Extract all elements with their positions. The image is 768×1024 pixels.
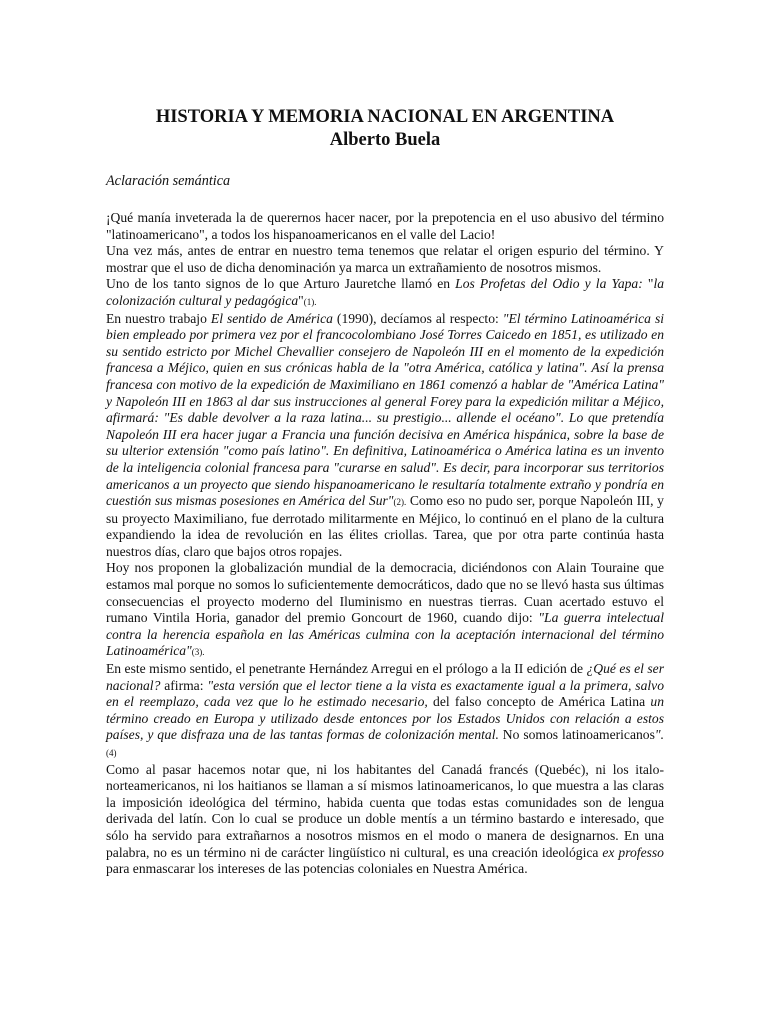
- paragraph-7: [106, 762, 664, 878]
- paragraph-1: ¡Qué manía inveterada la de querernos hacer nacer, por la prepotencia en el uso abusivo del término "latinoamericano", a todos los hispanoamericanos en el valle del Lacio!: [106, 210, 664, 242]
- paragraph-5: [106, 560, 664, 661]
- section-heading: Aclaración semántica: [106, 173, 231, 189]
- text-span: afirma:: [160, 677, 208, 693]
- book-title: ¿Qué es el ser nacional?: [106, 661, 665, 693]
- book-title: Los Profetas del Odio y la Yapa:: [455, 276, 643, 292]
- book-title: El sentido de América: [210, 310, 333, 326]
- text-span: del falso concepto de América Latina: [427, 694, 651, 710]
- paragraph-2: Una vez más, antes de entrar en nuestro tema tenemos que relatar el origen espurio del término. Y mostrar que el uso de dicha denominación ya marca un extrañamiento de nosotros mismos.: [106, 243, 664, 275]
- quote: "La guerra intelectual contra la herencia española en las Américas culmina con la aceptación internacional del término Latinoamérica": [106, 610, 664, 659]
- footnote-ref: (1).: [303, 296, 317, 307]
- text-span: ": [642, 276, 654, 292]
- quote: un término creado en Europa y utilizado desde entonces por los Estados Unidos con relación a estos países, y que disfraza una de las tantas formas de colonización mental.: [106, 694, 664, 743]
- footnote-ref: (2).: [393, 497, 407, 508]
- latin-phrase: ex professo: [602, 844, 664, 860]
- text-span: para enmascarar los intereses de las potencias coloniales en Nuestra América.: [106, 861, 528, 877]
- document-title: HISTORIA Y MEMORIA NACIONAL EN ARGENTINA: [155, 107, 615, 127]
- text-span: Uno de los tanto signos de lo que Arturo Jauretche llamó en: [106, 276, 456, 292]
- text-span: (1990), decíamos al respecto:: [332, 310, 503, 326]
- text-span: Hoy nos proponen la globalización mundial de la democracia, diciéndonos con Alain Touraine que estamos mal porque no somos lo suficientemente democráticos, dado que no se llevó hasta sus últimas consecuencias el proyecto moderno del Iluminismo en nuestras tierras. Cuan acertado estuvo el rumano Vintila Horia, ganador del premio Goncourt de 1960, cuando dijo:: [106, 560, 664, 626]
- quote: "El término Latinoamérica si bien empleado por primera vez por el francocolombiano José Torres Caicedo en 1851, es utilizado en su sentido estricto por Michel Chevallier consejero de Napoleón III en el momento de la expedición francesa a Méjico, quien en sus crónicas habla de la "otra América, católica y latina". Así la prensa francesa con motivo de la expedición de Maximiliano en 1861 comenzó a hablar de "América Latina" y Napoleón III en 1863 al dar sus instrucciones al general Forey para la expedición militar a Méjico, afirmará: "Es dable devolver a la raza latina... su prestigio... allende el océano". Lo que pretendía Napoleón III era hacer jugar a Francia una función decisiva en América hispánica, sobre la base de su ulterior extensión "como país latino". En definitiva, Latinoamérica o América latina es un invento de la inteligencia colonial francesa para "curarse en salud". Es decir, para incorporar sus territorios americanos a un proyecto que siendo hispanoamericano le resultaría totalmente extraño y pondría en cuestión sus mismas posesiones en América del Sur": [106, 310, 665, 509]
- quote: ".: [654, 727, 664, 743]
- quote: "esta versión que el lector tiene a la vista es exactamente igual a la primera, salvo en el reemplazo, cada vez que lo he estimado necesario,: [106, 677, 665, 710]
- text-span: ": [298, 292, 304, 308]
- text-span: Como eso no pudo ser, porque Napoleón III, y su proyecto Maximiliano, fue derrotado militarmente en Méjico, lo continuó en el plano de la cultura expandiendo la idea de revolución en las élites criollas. Tarea, que por otra parte continúa hasta nuestros días, claro que bajos otros ropajes.: [106, 493, 664, 559]
- text-span: No somos latinoamericanos: [498, 727, 655, 743]
- document-author: Alberto Buela: [329, 130, 441, 150]
- document-body: [106, 210, 664, 878]
- paragraph-4: [106, 311, 664, 561]
- quote: la colonización cultural y pedagógica: [106, 276, 665, 308]
- text-span: En nuestro trabajo: [106, 310, 211, 326]
- footnote-ref: (4): [106, 748, 117, 758]
- paragraph-3: [106, 276, 664, 310]
- text-span: Como al pasar hacemos notar que, ni los habitantes del Canadá francés (Quebéc), ni los italo-norteamericanos, ni los haitianos se llaman a sí mismos latinoamericanos, lo que muestra a las claras la imposición ideológica del término, habida cuenta que todas estas comunidades son de lengua derivada del latín. Con lo cual se produce un doble mentís a un término bastardo e interesado, que sólo ha servido para extrañarnos a nosotros mismos en el modo o manera de designarnos. En una palabra, no es un término ni de carácter lingüístico ni cultural, es una creación ideológica: [106, 761, 664, 860]
- text-span: En este mismo sentido, el penetrante Hernández Arregui en el prólogo a la II edición de: [106, 661, 587, 677]
- paragraph-6: [106, 661, 664, 762]
- footnote-ref: (3).: [191, 647, 205, 658]
